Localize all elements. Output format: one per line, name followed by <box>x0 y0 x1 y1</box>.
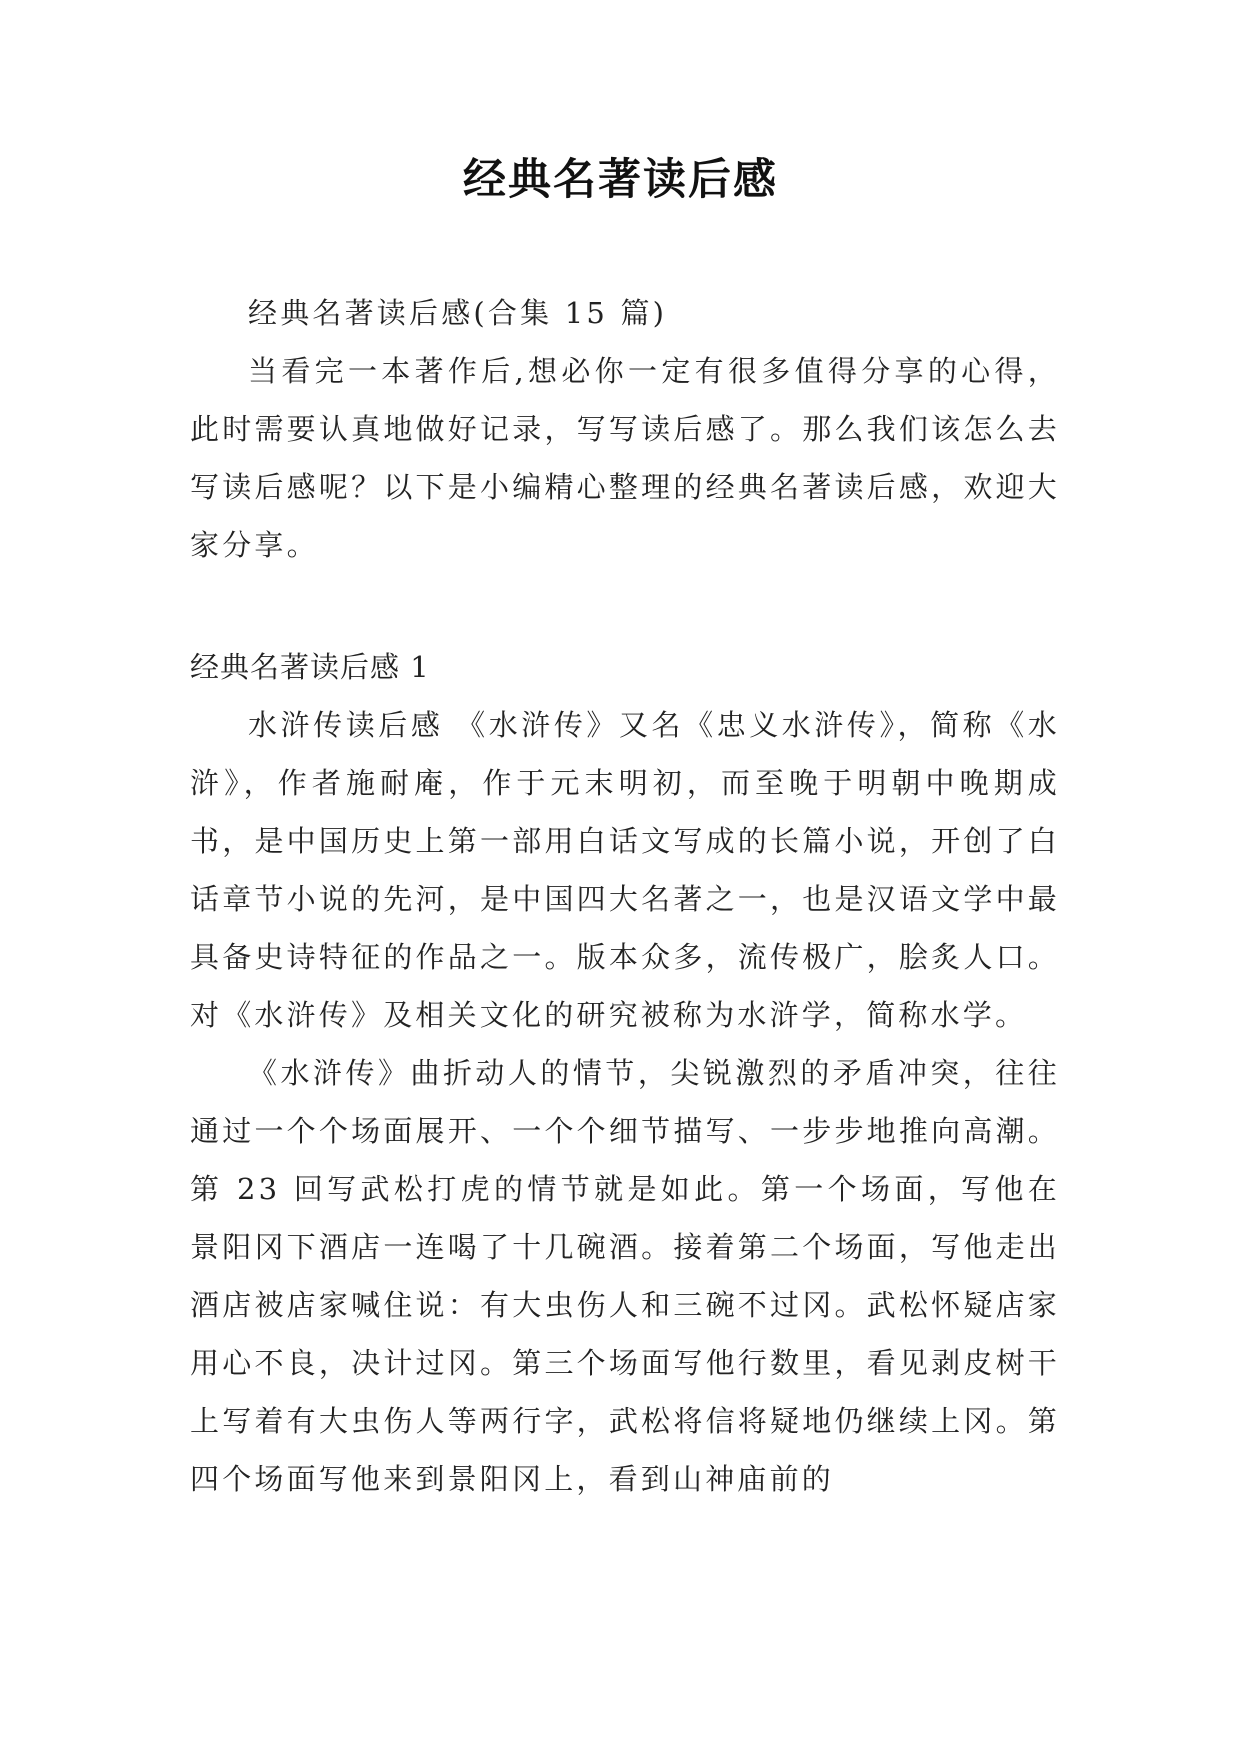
body-paragraph-2: 《水浒传》曲折动人的情节，尖锐激烈的矛盾冲突，往往通过一个个场面展开、一个个细节描写、一步步地推向高潮。第 23 回写武松打虎的情节就是如此。第一个场面，写他在景阳冈下酒店一连喝了十几碗酒。接着第二个场面，写他走出酒店被店家喊住说：有大虫伤人和三碗不过冈。武松怀疑店家用心不良，决计过冈。第三个场面写他行数里，看见剥皮树干上写着有大虫伤人等两行字，武松将信将疑地仍继续上冈。第四个场面写他来到景阳冈上，看到山神庙前的 <box>190 1056 1060 1496</box>
document-subtitle: 经典名著读后感(合集 15 篇) <box>248 296 668 330</box>
document-title: 经典名著读后感 <box>463 155 778 205</box>
document-body <box>190 284 1060 1508</box>
body-paragraph-1: 水浒传读后感 《水浒传》又名《忠义水浒传》，简称《水浒》，作者施耐庵，作于元末明初，而至晚于明朝中晚期成书，是中国历史上第一部用白话文写成的长篇小说，开创了白话章节小说的先河，是中国四大名著之一，也是汉语文学中最具备史诗特征的作品之一。版本众多，流传极广，脍炙人口。对《水浒传》及相关文化的研究被称为水浒学，简称水学。 <box>190 708 1060 1032</box>
intro-paragraph: 当看完一本著作后,想必你一定有很多值得分享的心得，此时需要认真地做好记录，写写读后感了。那么我们该怎么去写读后感呢？以下是小编精心整理的经典名著读后感，欢迎大家分享。 <box>190 354 1060 562</box>
section-heading: 经典名著读后感 1 <box>190 650 430 684</box>
